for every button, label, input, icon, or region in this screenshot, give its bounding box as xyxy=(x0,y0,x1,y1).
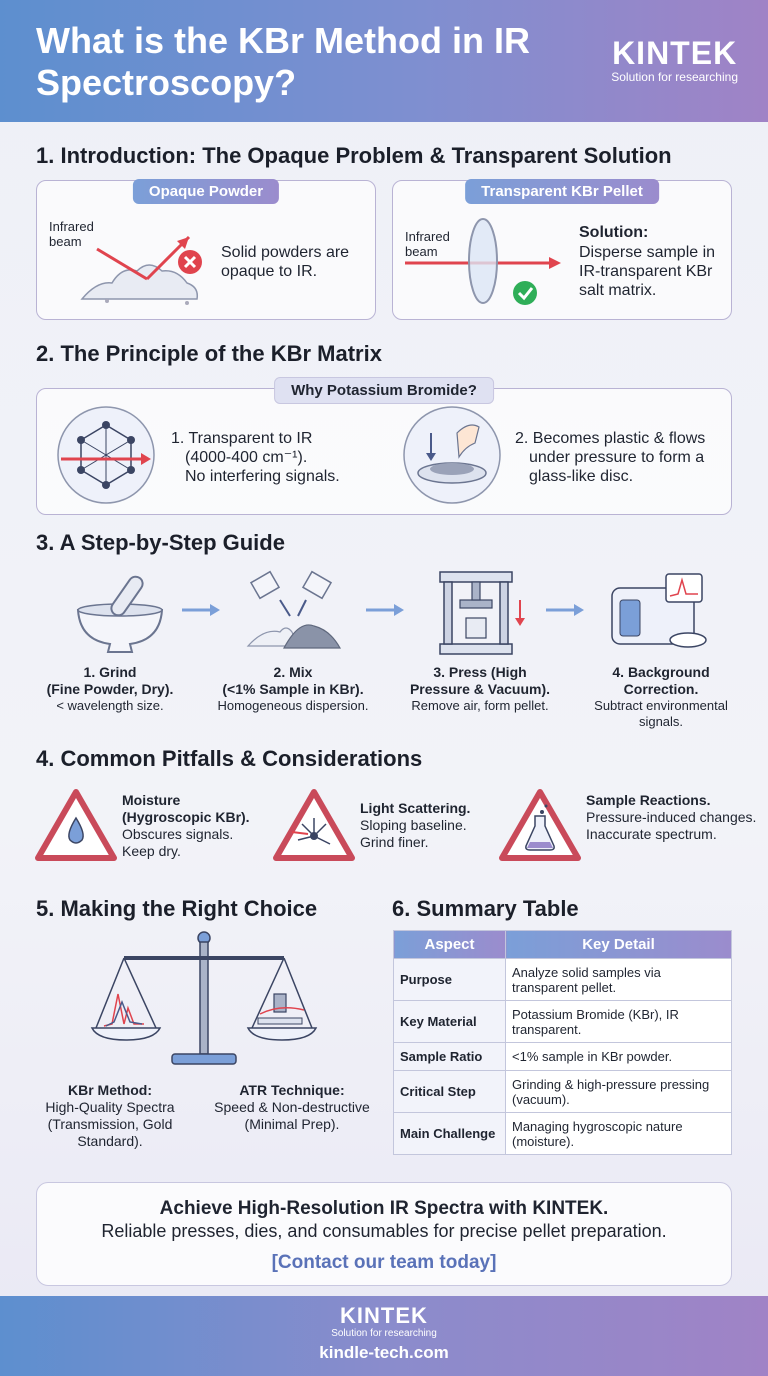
kbr-method-desc: High-Quality Spectra (Transmission, Gold Standard). xyxy=(45,1099,175,1149)
step-3-title-2: Pressure & Vacuum). xyxy=(409,681,551,697)
step-3-title-1: 3. Press (High xyxy=(433,664,527,680)
table-cell-detail: <1% sample in KBr powder. xyxy=(506,1043,732,1071)
section-6-title: 6. Summary Table xyxy=(392,896,579,921)
section-1-title: 1. Introduction: The Opaque Problem & Transparent Solution xyxy=(36,143,672,168)
pitfall-1-desc-1: Obscures signals. xyxy=(122,826,234,842)
pitfall-2-desc-1: Sloping baseline. xyxy=(360,817,467,833)
table-cell-aspect: Purpose xyxy=(394,959,506,1001)
pitfall-1-heading-2: (Hygroscopic KBr). xyxy=(122,809,250,825)
atr-technique-head: ATR Technique: xyxy=(239,1082,345,1098)
mix-powders-icon xyxy=(244,570,344,655)
infrared-beam-label-2: Infrared beam xyxy=(405,229,450,259)
step-2-desc: Homogeneous dispersion. xyxy=(217,698,369,713)
table-cell-aspect: Critical Step xyxy=(394,1071,506,1113)
step-2 xyxy=(200,664,386,714)
table-cell-detail: Analyze solid samples via transparent pellet. xyxy=(506,959,732,1001)
table-row xyxy=(394,1043,732,1071)
balance-scale-icon xyxy=(84,928,324,1076)
column-header-detail: Key Detail xyxy=(506,931,732,959)
spectrometer-icon xyxy=(606,570,710,655)
table-cell-aspect: Main Challenge xyxy=(394,1113,506,1155)
cta-title: Achieve High-Resolution IR Spectra with KINTEK. xyxy=(159,1198,609,1219)
footer-brand: KINTEK xyxy=(340,1303,428,1328)
hydraulic-press-icon xyxy=(430,570,530,655)
table-cell-detail: Potassium Bromide (KBr), IR transparent. xyxy=(506,1001,732,1043)
pitfall-3-desc-1: Pressure-induced changes. xyxy=(586,809,757,825)
table-cell-aspect: Sample Ratio xyxy=(394,1043,506,1071)
kbr-method-head: KBr Method: xyxy=(68,1082,152,1098)
pitfall-scattering xyxy=(360,800,500,851)
table-row xyxy=(394,959,732,1001)
brand-logo[interactable] xyxy=(611,36,738,84)
cross-icon xyxy=(177,249,203,275)
footer-tagline: Solution for researching xyxy=(331,1328,437,1339)
step-3-desc: Remove air, form pellet. xyxy=(411,698,549,713)
principle-point-2-line-1: 2. Becomes plastic & flows xyxy=(515,430,706,447)
arrow-right-icon xyxy=(180,600,222,620)
brand-tagline: Solution for researching xyxy=(611,70,738,84)
cta-banner xyxy=(36,1182,732,1286)
table-header-row xyxy=(394,931,732,959)
pitfall-2-desc-2: Grind finer. xyxy=(360,834,429,850)
step-4-title-2: Correction. xyxy=(623,681,699,697)
footer-url-link[interactable]: kindle-tech.com xyxy=(319,1343,449,1362)
pitfall-1-heading-1: Moisture xyxy=(122,792,181,808)
page-title: What is the KBr Method in IR Spectroscopy? xyxy=(36,20,530,103)
transparent-pellet-panel xyxy=(392,180,732,320)
step-1 xyxy=(30,664,190,714)
atr-technique-choice xyxy=(212,1082,372,1133)
principle-point-2 xyxy=(515,429,730,486)
arrow-right-icon xyxy=(364,600,406,620)
arrow-right-icon xyxy=(544,600,586,620)
warning-scattering-icon xyxy=(272,788,356,862)
step-1-title-2: (Fine Powder, Dry). xyxy=(46,681,174,697)
table-cell-aspect: Key Material xyxy=(394,1001,506,1043)
table-row xyxy=(394,1001,732,1043)
step-1-desc: < wavelength size. xyxy=(56,698,164,713)
why-kbr-pill: Why Potassium Bromide? xyxy=(274,377,494,404)
table-cell-detail: Grinding & high-pressure pressing (vacuum). xyxy=(506,1071,732,1113)
pitfall-reactions xyxy=(586,792,762,843)
contact-link[interactable]: [Contact our team today] xyxy=(271,1252,497,1273)
principle-point-1 xyxy=(171,429,401,486)
brand-name: KINTEK xyxy=(612,35,738,71)
kbr-principle-panel xyxy=(36,382,732,515)
opaque-powder-text: Solid powders are opaque to IR. xyxy=(221,244,350,280)
table-cell-detail: Managing hygroscopic nature (moisture). xyxy=(506,1113,732,1155)
step-2-title-2: (<1% Sample in KBr). xyxy=(222,681,364,697)
opaque-powder-panel xyxy=(36,180,376,320)
principle-point-1-line-1: 1. Transparent to IR xyxy=(171,430,313,447)
principle-point-1-line-2: (4000-400 cm⁻¹). xyxy=(185,449,308,466)
principle-point-2-line-2: under pressure to form a xyxy=(529,449,705,466)
infrared-beam-label: Infrared beam xyxy=(49,219,94,249)
step-1-title-1: 1. Grind xyxy=(83,664,137,680)
kbr-method-choice xyxy=(30,1082,190,1150)
step-2-title-1: 2. Mix xyxy=(273,664,313,680)
summary-table xyxy=(393,930,732,1155)
table-row xyxy=(394,1071,732,1113)
pitfall-2-heading-1: Light Scattering. xyxy=(360,800,471,816)
pitfall-moisture xyxy=(122,792,272,860)
principle-point-1-line-3: No interfering signals. xyxy=(185,468,340,485)
pitfall-1-desc-2: Keep dry. xyxy=(122,843,181,859)
footer xyxy=(0,1296,768,1376)
section-4-title: 4. Common Pitfalls & Considerations xyxy=(36,746,423,771)
pellet-disc-icon xyxy=(403,211,563,311)
table-row xyxy=(394,1113,732,1155)
atr-technique-desc: Speed & Non-destructive (Minimal Prep). xyxy=(214,1099,370,1132)
step-3 xyxy=(390,664,570,714)
column-header-aspect: Aspect xyxy=(394,931,506,959)
step-4 xyxy=(576,664,746,730)
pitfall-3-desc-2: Inaccurate spectrum. xyxy=(586,826,717,842)
step-4-desc: Subtract environmental signals. xyxy=(594,698,728,729)
step-4-title-1: 4. Background xyxy=(612,664,710,680)
press-disc-icon xyxy=(397,403,507,507)
transparent-pellet-pill: Transparent KBr Pellet xyxy=(465,179,659,204)
pitfall-3-heading-1: Sample Reactions. xyxy=(586,792,711,808)
section-2-title: 2. The Principle of the KBr Matrix xyxy=(36,341,382,366)
principle-point-2-line-3: glass-like disc. xyxy=(529,468,634,485)
solution-text: Disperse sample in IR-transparent KBr salt matrix. xyxy=(579,244,716,299)
warning-reaction-icon xyxy=(498,788,582,862)
crystal-lattice-icon xyxy=(51,403,161,507)
section-3-title: 3. A Step-by-Step Guide xyxy=(36,530,285,555)
solution-heading: Solution: xyxy=(579,224,649,241)
section-5-title: 5. Making the Right Choice xyxy=(36,896,318,921)
cta-subtitle: Reliable presses, dies, and consumables for precise pellet preparation. xyxy=(101,1221,667,1241)
opaque-powder-pill: Opaque Powder xyxy=(133,179,279,204)
mortar-pestle-icon xyxy=(70,570,170,655)
warning-moisture-icon xyxy=(34,788,118,862)
header-banner xyxy=(0,0,768,122)
